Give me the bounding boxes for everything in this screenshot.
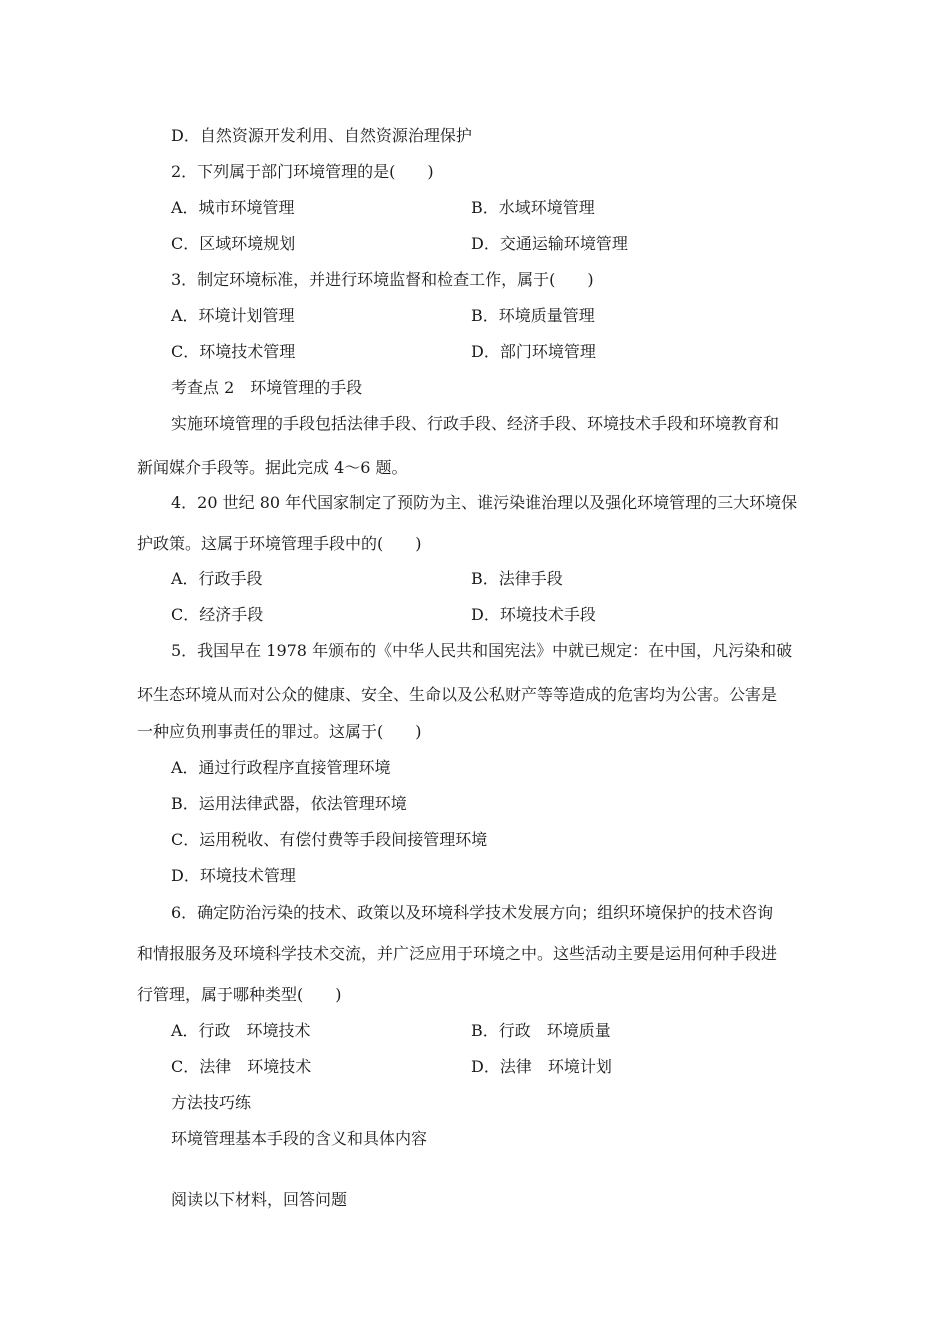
q4-option-b: B．法律手段 <box>471 569 563 588</box>
q5-option-d: D．环境技术管理 <box>171 866 296 885</box>
q3-option-c: C．环境技术管理 <box>171 342 296 361</box>
question-5-stem-line-2: 坏生态环境从而对公众的健康、安全、生命以及公私财产等等造成的危害均为公害。公害是 <box>137 685 778 704</box>
question-5-stem-line-3: 一种应负刑事责任的罪过。这属于( ) <box>137 722 422 741</box>
q1-option-d: D．自然资源开发利用、自然资源治理保护 <box>171 126 472 145</box>
q5-option-b: B．运用法律武器，依法管理环境 <box>171 794 407 813</box>
question-4-stem-line-2: 护政策。这属于环境管理手段中的( ) <box>137 534 422 553</box>
q6-option-a: A．行政 环境技术 <box>171 1021 311 1040</box>
q4-option-a: A．行政手段 <box>171 569 263 588</box>
section-heading-kp2: 考查点 2 环境管理的手段 <box>171 378 363 397</box>
reading-instruction: 阅读以下材料，回答问题 <box>171 1190 348 1209</box>
q2-option-c: C．区域环境规划 <box>171 234 296 253</box>
q2-option-a: A．城市环境管理 <box>171 198 295 217</box>
question-6-stem-line-1: 6．确定防治污染的技术、政策以及环境科学技术发展方向；组织环境保护的技术咨询 <box>171 903 774 922</box>
q3-option-b: B．环境质量管理 <box>471 306 595 325</box>
q4-option-c: C．经济手段 <box>171 605 264 624</box>
question-6-stem-line-2: 和情报服务及环境科学技术交流，并广泛应用于环境之中。这些活动主要是运用何种手段进 <box>137 944 778 963</box>
q6-option-d: D．法律 环境计划 <box>471 1057 612 1076</box>
intro-paragraph-line-1: 实施环境管理的手段包括法律手段、行政手段、经济手段、环境技术手段和环境教育和 <box>171 414 780 433</box>
q6-option-b: B．行政 环境质量 <box>471 1021 611 1040</box>
intro-paragraph-line-2: 新闻媒介手段等。据此完成 4～6 题。 <box>137 458 408 477</box>
section-heading-method: 方法技巧练 <box>171 1093 252 1112</box>
q5-option-c: C．运用税收、有偿付费等手段间接管理环境 <box>171 830 488 849</box>
question-3-stem: 3．制定环境标准，并进行环境监督和检查工作，属于( ) <box>171 270 594 289</box>
q3-option-a: A．环境计划管理 <box>171 306 295 325</box>
q6-option-c: C．法律 环境技术 <box>171 1057 312 1076</box>
question-2-stem: 2．下列属于部门环境管理的是( ) <box>171 162 434 181</box>
q3-option-d: D．部门环境管理 <box>471 342 596 361</box>
q2-option-b: B．水域环境管理 <box>471 198 595 217</box>
question-4-stem-line-1: 4．20 世纪 80 年代国家制定了预防为主、谁污染谁治理以及强化环境管理的三大环境保 <box>171 493 798 512</box>
question-5-stem-line-1: 5．我国早在 1978 年颁布的《中华人民共和国宪法》中就已规定：在中国，凡污染和破 <box>171 641 793 660</box>
q2-option-d: D．交通运输环境管理 <box>471 234 628 253</box>
question-6-stem-line-3: 行管理，属于哪种类型( ) <box>137 985 342 1004</box>
q4-option-d: D．环境技术手段 <box>471 605 596 624</box>
method-topic-title: 环境管理基本手段的含义和具体内容 <box>171 1129 428 1148</box>
q5-option-a: A．通过行政程序直接管理环境 <box>171 758 391 777</box>
